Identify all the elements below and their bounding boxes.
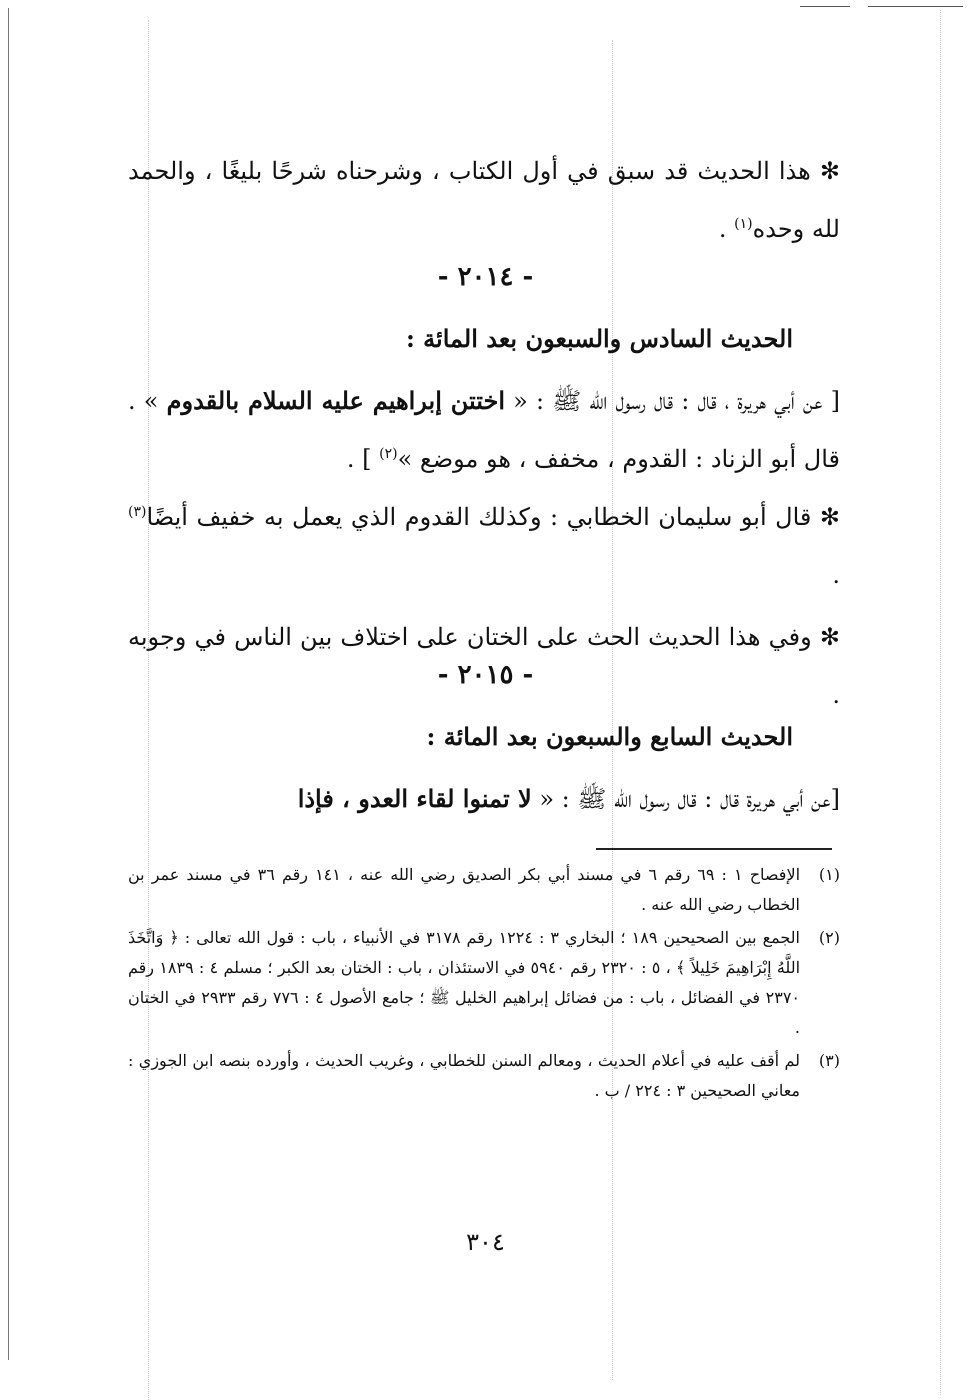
hadith-opening: [عن أبي هريرة قال : قال رسول الله ﷺ : « xyxy=(531,785,840,813)
scan-top-rule xyxy=(868,6,963,7)
hadith-closing: » . قال أبو الزناد : القدوم ، مخفف ، هو موضع » xyxy=(128,387,840,473)
footnote-number: (١) xyxy=(818,865,840,884)
footnote-ref: (١) xyxy=(734,216,753,232)
scan-top-rule xyxy=(800,6,850,7)
commentary-end: . xyxy=(832,561,840,589)
opening-paragraph xyxy=(128,142,840,258)
hadith-quote: اختتن إبراهيم عليه السلام بالقدوم xyxy=(166,386,505,415)
page-number: ٣٠٤ xyxy=(466,1228,505,1256)
paragraph-end: . xyxy=(718,215,735,243)
footnote-ref: (٢) xyxy=(379,446,398,462)
hadith-text xyxy=(128,372,840,488)
footnote-item xyxy=(128,1046,840,1106)
section-number-2015: - ٢٠١٥ - xyxy=(437,660,534,690)
footnote-text: الجمع بين الصحيحين ١٨٩ ؛ البخاري ٣ : ١٢٢٤ رقم ٣١٧٨ في الأنبياء ، باب : قول الله تعالى : ﴿ وَاتَّخَذَ اللَّهُ إِبْرَاهِيمَ خَلِيلاً ﴾ ، ٥ : ٢٣٢٠ رقم ٥٩٤٠ في الاستئذان ، باب : الختان بعد الكبر ؛ مسلم ٤ : ١٨٣٩ رقم ٢٣٧٠ في الفضائل ، باب : من فضائل إبراهيم الخليل ﷺ ؛ جامع الأصول ٤ : ٧٧٦ رقم ٢٩٣٣ في الختان . xyxy=(128,928,801,1037)
footnote-text: لم أقف عليه في أعلام الحديث ، ومعالم السنن للخطابي ، وغريب الحديث ، وأورده بنصه ابن الجوزي : معاني الصحيحين ٣ : ٢٢٤ / ب . xyxy=(128,1051,800,1100)
hadith-text xyxy=(128,770,840,828)
section-number-2014: - ٢٠١٤ - xyxy=(437,262,534,292)
footnotes xyxy=(128,860,840,1109)
hadith-opening: [ عن أبي هريرة ، قال : قال رسول الله ﷺ : « xyxy=(505,387,841,415)
footnote-number: (٢) xyxy=(818,928,840,947)
footnote-number: (٣) xyxy=(818,1051,840,1070)
hadith-quote: لا تمنوا لقاء العدو ، فإذا xyxy=(297,784,532,813)
paragraph-text: هذا الحديث قد سبق في أول الكتاب ، وشرحناه شرحًا بليغًا ، والحمد لله وحده xyxy=(128,157,840,243)
footnote-text: الإفصاح ١ : ٦٩ رقم ٦ في مسند أبي بكر الصديق رضي الله عنه ، ١٤١ رقم ٣٦ في مسند عمر بن الخطاب رضي الله عنه . xyxy=(128,865,801,914)
commentary-text: وفي هذا الحديث الحث على الختان على اختلاف بين الناس في وجوبه . xyxy=(128,623,840,709)
scan-guide-line xyxy=(940,10,941,1395)
footnote-ref: (٣) xyxy=(128,504,147,520)
section-2015-body xyxy=(128,770,840,828)
footnote-divider xyxy=(596,848,832,850)
footnote-item xyxy=(128,923,840,1043)
section-heading-2015: الحديث السابع والسبعون بعد المائة : xyxy=(426,722,793,751)
hadith-end: ] . xyxy=(346,445,380,473)
commentary-text: قال أبو سليمان الخطابي : وكذلك القدوم الذي يعمل به خفيف أيضًا xyxy=(146,503,812,531)
commentary-paragraph xyxy=(128,488,840,604)
footnote-item xyxy=(128,860,840,920)
section-heading-2014: الحديث السادس والسبعون بعد المائة : xyxy=(405,324,793,353)
